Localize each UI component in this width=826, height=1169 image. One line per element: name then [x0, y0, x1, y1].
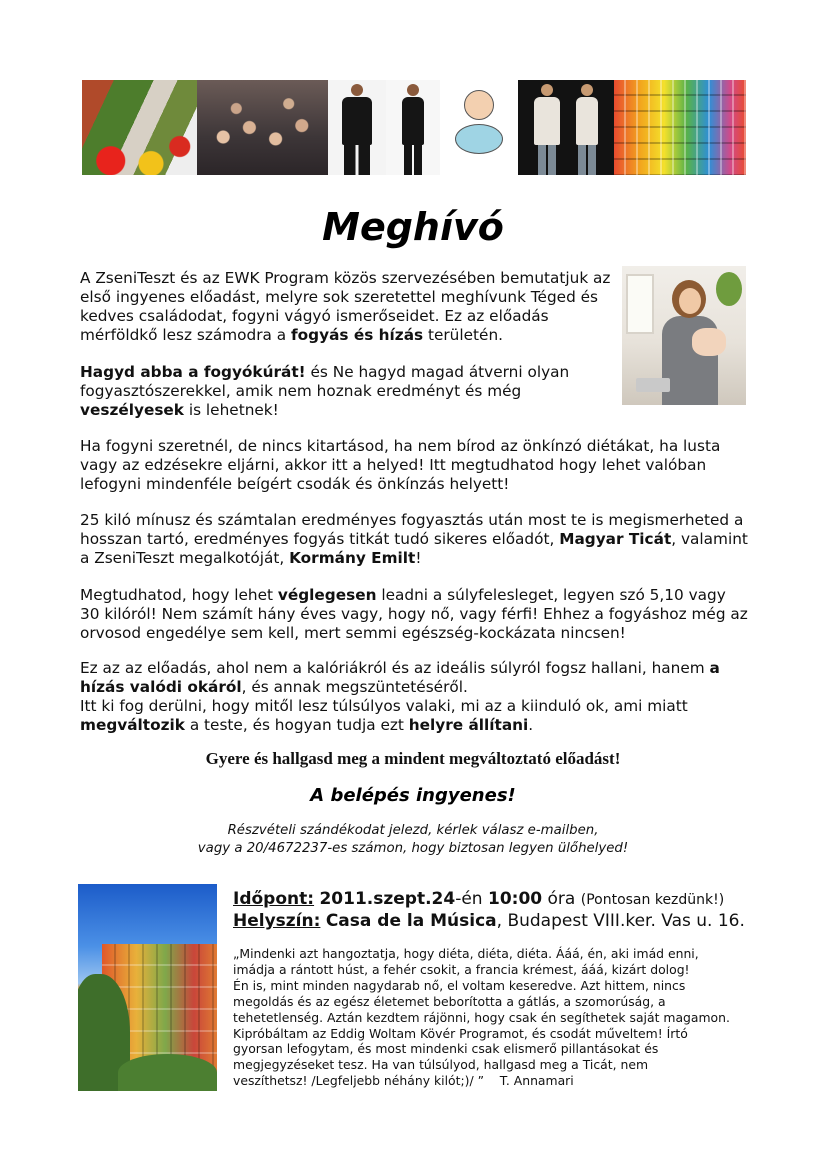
page-title: Meghívó — [322, 205, 504, 249]
stop-dieting-paragraph: Hagyd abba a fogyókúrát! és Ne hagyd magad átverni olyan fogyasztószerekkel, amik nem hoznak eredményt és még veszélyesek is lehetnek! — [80, 363, 570, 419]
mother-with-baby-photo — [622, 266, 746, 405]
before-after-photo — [518, 80, 614, 175]
presenters-paragraph: 25 kiló mínusz és számtalan eredményes fogyasztás után most te is megismerheted a hosszan tartó, eredményes fogyás titkát tudó sikeres előadót, Magyar Ticát, valamint a ZseniTeszt megalkotóját, Kormány Emilt! — [80, 511, 748, 567]
venue-building-photo — [78, 884, 217, 1091]
intro-paragraph: A ZseniTeszt és az EWK Program közös szervezésében bemutatjuk az első ingyenes előadást, melyre sok szeretettel meghívunk Téged és kedves családodat, fogyni vágyó ismerőseidet. Ez az előadás mérföldkő lesz számodra a fogyás és hízás területén. — [80, 269, 611, 344]
event-venue: Helyszín: Casa de la Música, Budapest VIII.ker. Vas u. 16. — [233, 911, 745, 931]
cartoon-illustration — [440, 80, 518, 175]
after-photo — [386, 80, 440, 175]
before-photo — [328, 80, 386, 175]
motivation-paragraph: Ha fogyni szeretnél, de nincs kitartásod, ha nem bírod az önkínzó diétákat, ha lusta vagy az edzésekre eljárni, akkor itt a helyed! Itt megtudhatod hogy lehet valóban lefogyni mindenféle beígért csodák és önkínzás helyett! — [80, 437, 721, 493]
cause-paragraph: Ez az az előadás, ahol nem a kalóriákról és az ideális súlyról fogsz hallani, hanem a hízás valódi okáról, és annak megszüntetéséről. Itt ki fog derülni, hogy mitől lesz túlsúlyos valaki, mi az a kiinduló ok, ami miatt megváltozik a teste, és hogyan tudja ezt helyre állítani. — [80, 659, 720, 734]
vegetables-photo — [82, 80, 197, 175]
callout-line: Gyere és hallgasd meg a mindent megváltoztató előadást! — [205, 749, 621, 768]
audience-photo — [197, 80, 328, 175]
rsvp-note: Részvételi szándékodat jelezd, kérlek válasz e-mailben, vagy a 20/4672237-es számon, hogy biztosan legyen ülőhelyed! — [197, 823, 629, 856]
colorful-building-photo — [614, 80, 746, 175]
header-banner — [82, 80, 746, 175]
event-time: Időpont: 2011.szept.24-én 10:00 óra (Pontosan kezdünk!) — [233, 889, 725, 909]
permanent-paragraph: Megtudhatod, hogy lehet véglegesen leadni a súlyfelesleget, legyen szó 5,10 vagy 30 kilóról! Nem számít hány éves vagy, hogy nő, vagy férfi! Ehhez a fogyáshoz még az orvosod engedélye sem kell, mert semmi egészség-kockázata nincsen! — [80, 586, 748, 642]
free-entry-line: A belépés ingyenes! — [310, 785, 516, 806]
testimonial-quote: „Mindenki azt hangoztatja, hogy diéta, diéta, diéta. Ááá, én, aki imád enni, imádja a rántott húst, a fehér csokit, a francia krémest, ááá, kizárt dolog! Én is, mint minden nagydarab nő, el voltam keseredve. Azt hittem, nincs megoldás és az egész életemet beborította a gátlás, a szomorúság, a tehetetlenség. Aztán kezdtem rájönni, hogy csak én segíthetek saját magamon. Kipróbáltam az Eddig Woltam Kövér Programot, és csodát műveltem! Írtó gyorsan lefogytam, és most mindenki csak elismerő pillantásokat és megjegyzéseket tesz. Ha van túlsúlyod, hallgasd meg a Ticát, nem veszíthetsz! /Legfeljebb néhány kilót;)/ ” T. Annamari — [233, 946, 730, 1089]
